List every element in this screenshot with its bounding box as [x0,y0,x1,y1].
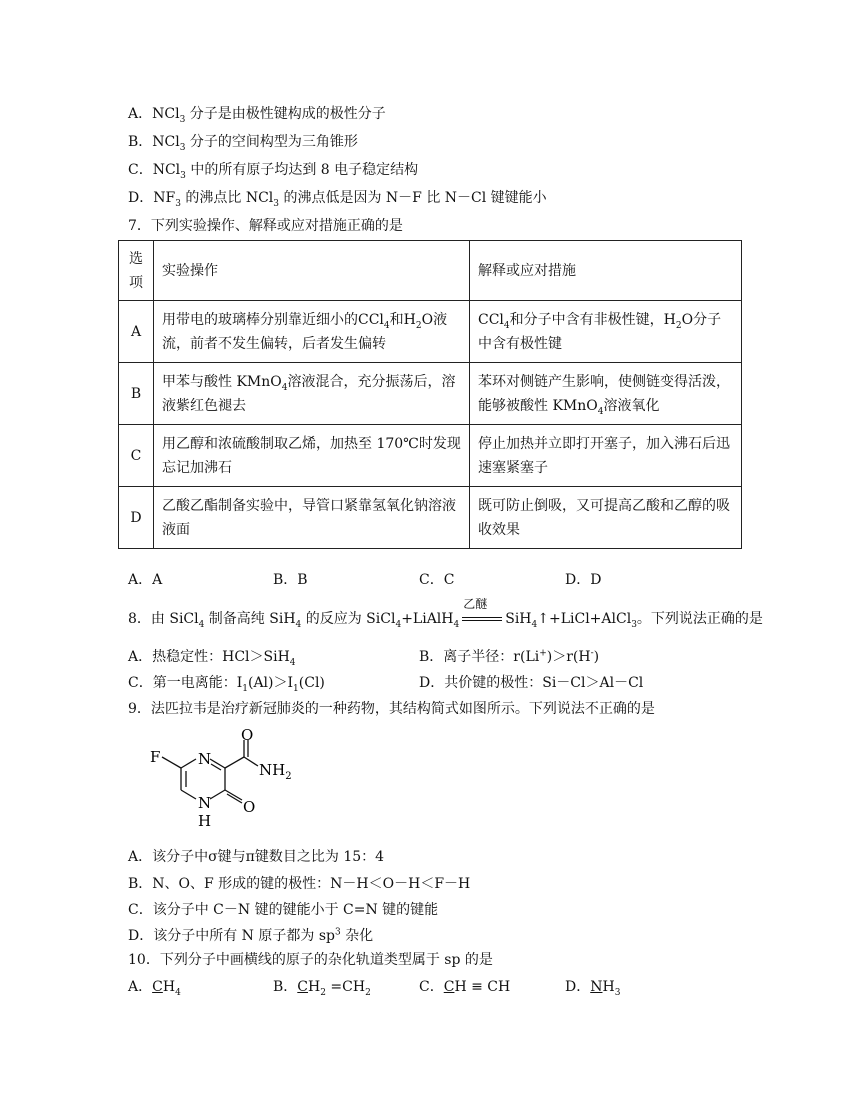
q9-stem: 9．法匹拉韦是治疗新冠肺炎的一种药物，其结构简式如图所示。下列说法不正确的是 [128,701,655,717]
q9-option-c: C．该分子中 C－N 键的键能小于 C=N 键的键能 [128,902,439,918]
table-row [119,363,742,425]
row-operation: 甲苯与酸性 KMnO$_4$溶液混合，充分振荡后，溶液紫红色褪去 [154,363,470,425]
header-explanation: 解释或应对措施 [470,241,742,301]
q8-option-c: C．第一电离能：$I_1(Al)>I_1(Cl)$ [128,675,325,694]
q6-option-d: D．$NF_3$ 的沸点比 NCl$_3$ 的沸点低是因为 N－F 比 N－Cl 键键能小 [128,190,547,209]
q7-stem: 7．下列实验操作、解释或应对措施正确的是 [128,218,403,234]
q8-option-b: B．离子半径：r(Li+)＞r(H-) [419,648,600,665]
q6-option-b: B．NCl$_3$ 分子的空间构型为三角锥形 [128,134,358,153]
row-label: A [119,301,154,363]
table-row [119,487,742,549]
atom-n-ring: N [198,750,212,768]
equals-sign [462,617,502,621]
q9-option-b: B．N、O、F 形成的键的极性：N－H＜O－H＜F－H [128,876,471,892]
row-label: C [119,425,154,487]
q10-option-d: D．$NH_3$ [565,979,621,998]
q8-option-a: A．热稳定性：HCl＞SiH$_4$ [128,649,296,668]
row-explanation: CCl$_4$和分子中含有非极性键，$H_2O$分子中含有极性键 [470,301,742,363]
q10-stem: 10．下列分子中画横线的原子的杂化轨道类型属于 sp 的是 [128,952,493,968]
row-explanation: 苯环对侧链产生影响，使侧链变得活泼，能够被酸性 KMnO$_4$溶液氧化 [470,363,742,425]
row-operation: 用带电的玻璃棒分别靠近细小的CCl$_4$和$H_2O$液流，前者不发生偏转，后者发生偏转 [154,301,470,363]
reaction-condition-arrow [459,597,505,628]
row-explanation: 停止加热并立即打开塞子，加入沸石后迅速塞紧塞子 [470,425,742,487]
row-operation: 用乙醇和浓硫酸制取乙烯，加热至 170℃时发现忘记加沸石 [154,425,470,487]
table-row [119,425,742,487]
atom-o-amide: O [241,726,254,744]
header-option: 选 项 [119,241,154,301]
q7-choice-d: D．D [565,572,602,588]
atom-o-ring: O [243,798,256,816]
row-explanation: 既可防止倒吸，又可提高乙酸和乙醇的吸收效果 [470,487,742,549]
reaction-condition-label: 乙醚 [463,597,488,611]
q9-option-d: D．该分子中所有 N 原子都为 $sp^3$ 杂化 [128,927,374,944]
q7-table [118,240,742,549]
q7-choice-b: B．B [273,572,308,588]
row-label: D [119,487,154,549]
q10-option-b: B．$CH_2 =CH_2$ [273,979,371,998]
q7-choice-a: A．A [128,572,163,588]
q9-option-a: A．该分子中σ键与π键数目之比为 15：4 [128,849,385,865]
row-operation: 乙酸乙酯制备实验中，导管口紧靠氢氧化钠溶液液面 [154,487,470,549]
atom-f: F [150,748,161,766]
table-row [119,301,742,363]
favipiravir-structure [148,726,292,838]
q6-option-c: C．NCl$_3$ 中的所有原子均达到 8 电子稳定结构 [128,162,419,181]
atom-nh-h: H [198,812,212,830]
header-operation: 实验操作 [154,241,470,301]
atom-nh-n: N [198,794,212,812]
q8-stem: 8．由 SiCl$_4$ 制备高纯 SiH$_4$ 的反应为 SiCl$_4$+LiAlH$_4$ 乙醚 SiH$_4$↑+LiCl+AlCl$_3$。下列说法正确的是 [128,597,763,630]
q6-option-a: A．NCl$_3$ 分子是由极性键构成的极性分子 [128,106,386,125]
q8-option-d: D．共价键的极性：Si－Cl＞Al－Cl [419,675,644,691]
row-label: B [119,363,154,425]
q7-choice-c: C．C [419,572,455,588]
q10-option-a: A．$CH_4$ [128,979,181,998]
q10-option-c: C．CH ≡ CH [419,979,511,995]
atom-nh2: $NH_2$ [259,761,292,782]
table-header-row [119,241,742,301]
